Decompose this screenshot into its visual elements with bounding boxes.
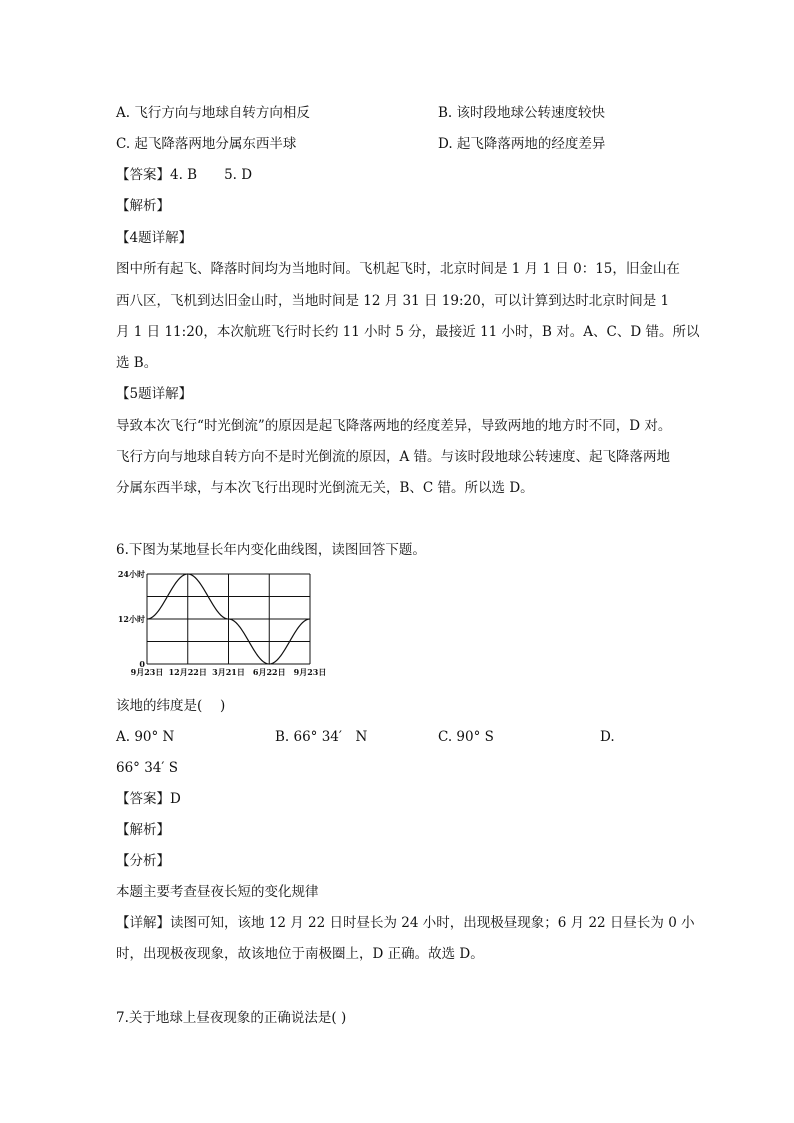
x-tick-label: 3月21日: [212, 667, 245, 677]
y-tick-label: 12小时: [117, 614, 145, 624]
q6-option-d: D.: [600, 729, 615, 745]
q5-detail-line: 导致本次飞行“时光倒流”的原因是起飞降落两地的经度差异，导致两地的地方时不同，D 对。: [116, 418, 672, 434]
q6-title: 6.下图为某地昼长年内变化曲线图，读图回答下题。: [116, 542, 426, 558]
day-length-chart: [112, 566, 342, 682]
y-tick-label: 24小时: [117, 569, 145, 579]
q4-detail-line: 西八区，飞机到达旧金山时，当地时间是 12 月 31 日 19:20，可以计算到达时北京时间是 1: [116, 293, 670, 309]
q6-option-c: C. 90° S: [438, 729, 494, 745]
q6-option-b: B. 66° 34′ N: [275, 729, 368, 745]
q6-detail-line: 时，出现极夜现象，故该地位于南极圈上，D 正确。故选 D。: [116, 946, 484, 962]
q6-option-d-cont: 66° 34′ S: [116, 760, 179, 776]
q4-detail-line: 选 B。: [116, 355, 158, 371]
q4-5-answer: 【答案】4. B 5. D: [116, 167, 253, 183]
q6-detail-line: 【详解】读图可知，该地 12 月 22 日时昼长为 24 小时，出现极昼现象；6 月 22 日昼长为 0 小: [116, 915, 695, 931]
q4-detail-line: 月 1 日 11:20，本次航班飞行时长约 11 小时 5 分，最接近 11 小时，B 对。A、C、D 错。所以: [116, 324, 700, 340]
x-tick-label: 12月22日: [168, 667, 207, 677]
chart-x-labels: [131, 667, 327, 677]
q7-title: 7.关于地球上昼夜现象的正确说法是( ): [116, 1010, 347, 1026]
q5-option-a: A. 飞行方向与地球自转方向相反: [116, 105, 310, 121]
q6-stem: 该地的纬度是( ): [116, 698, 226, 714]
q4-detail-label: 【4题详解】: [116, 230, 193, 246]
q6-analysis-label: 【解析】: [116, 822, 170, 838]
q6-option-a: A. 90° N: [116, 729, 175, 745]
q5-option-b: B. 该时段地球公转速度较快: [438, 105, 606, 121]
q5-option-d: D. 起飞降落两地的经度差异: [438, 136, 606, 152]
chart-y-labels: [118, 569, 146, 669]
x-tick-label: 6月22日: [252, 667, 286, 677]
q4-detail-line: 图中所有起飞、降落时间均为当地时间。飞机起飞时，北京时间是 1 月 1 日 0：15，旧金山在: [116, 261, 680, 277]
q6-fenxi-text: 本题主要考查昼夜长短的变化规律: [116, 884, 319, 900]
y-tick-label: 0: [139, 659, 145, 669]
q6-fenxi-label: 【分析】: [116, 853, 170, 869]
q5-detail-line: 分属东西半球，与本次飞行出现时光倒流无关，B、C 错。所以选 D。: [116, 480, 534, 496]
x-tick-label: 9月23日: [130, 667, 164, 677]
q5-detail-line: 飞行方向与地球自转方向不是时光倒流的原因，A 错。与该时段地球公转速度、起飞降落两地: [116, 449, 671, 465]
q5-detail-label: 【5题详解】: [116, 386, 193, 402]
q6-answer: 【答案】D: [116, 791, 181, 807]
x-tick-label: 9月23日: [293, 667, 327, 677]
analysis-label: 【解析】: [116, 198, 170, 214]
q5-option-c: C. 起飞降落两地分属东西半球: [116, 136, 297, 152]
